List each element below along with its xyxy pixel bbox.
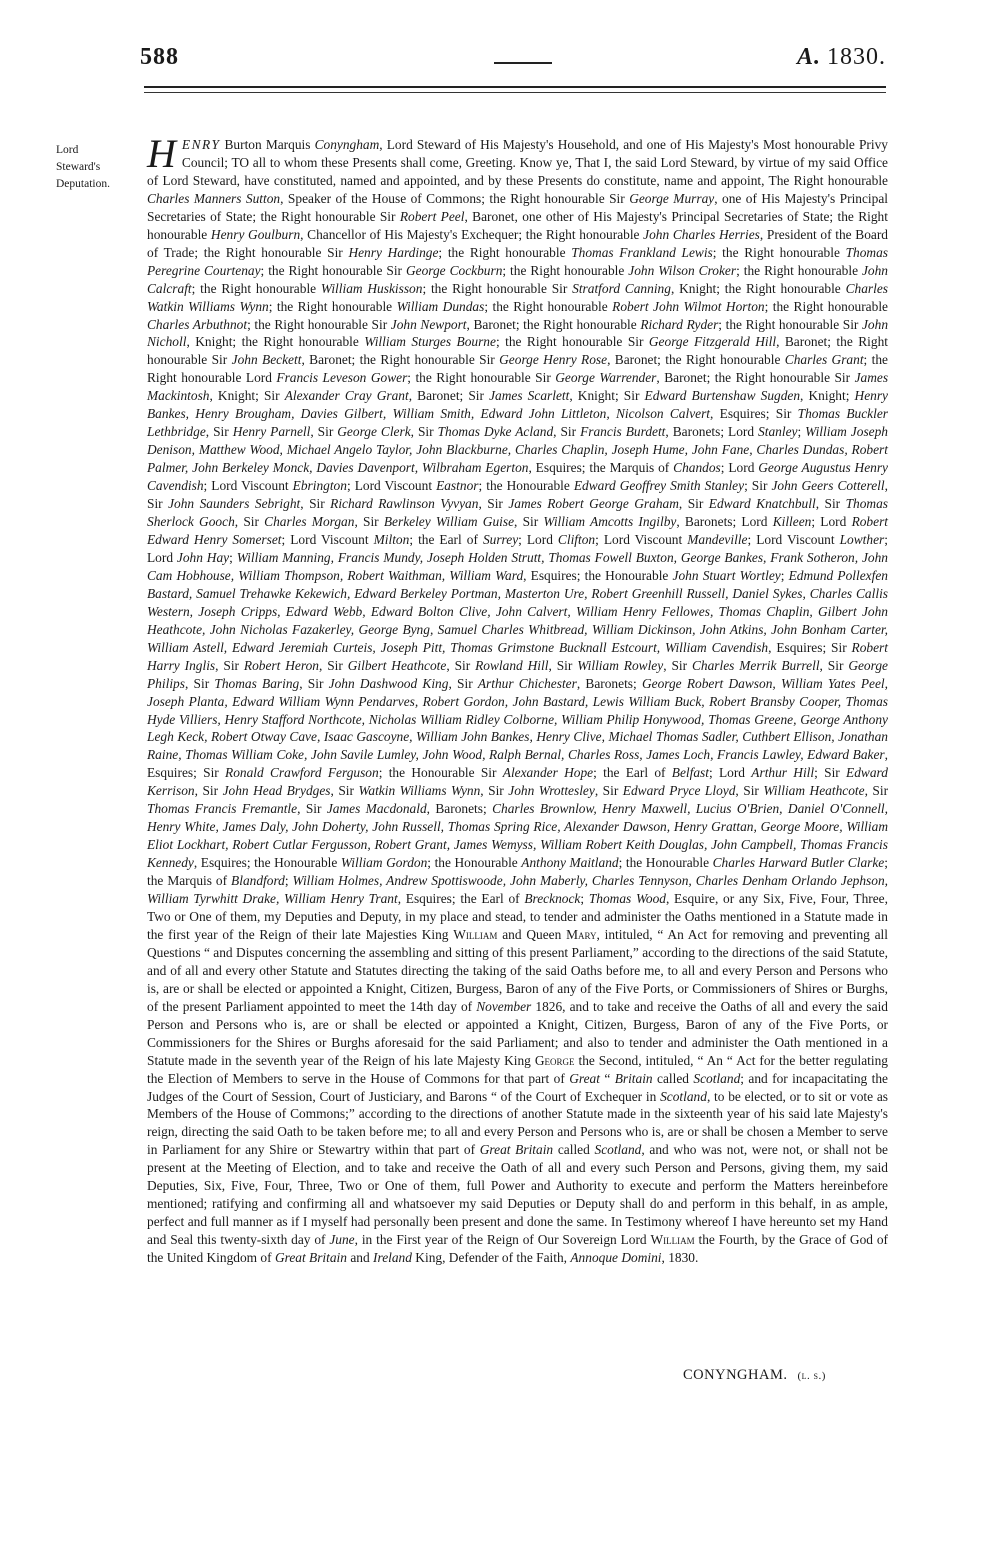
name-run: James Robert George Graham [508,496,679,512]
text-run: , Esquires; the Marquis of [528,460,674,476]
text-run: , Speaker of the House of Commons; the Right honourable Sir [280,190,630,206]
text-run: ; Sir [814,765,847,781]
name-run: John Hay [176,549,230,565]
text-run: , Esquire, or any Six, Five, Four, Three, Two or One of them, my Deputies and Deputy, in my place and stead, to tender and administer the Oaths mentioned in a Statute made in the first year of the Reign of their late Majesties King [147,891,888,942]
name-run: Mandeville [687,531,748,547]
text-run: ; the Right honourable [268,298,397,314]
text-run: ; the Right honourable Sir [495,334,649,350]
text-run: ; Lord Viscount [203,478,293,494]
name-run: June [329,1232,355,1248]
text-run: ; the Marquis of [147,855,888,889]
text-run: ; the Earl of [593,765,672,781]
name-run: John Charles Herries [643,226,760,242]
text-run: , Sir [194,783,223,799]
text-run: , Baronet; the Right honourable Sir [656,370,855,386]
name-run: Eastnor [436,478,479,494]
name-run: Robert Edward Henry Somerset [147,514,889,547]
text-run: ; the Right honourable [502,262,629,278]
name-run: Gilbert Heathcote [347,657,447,673]
name-run: John Wrottesley [508,783,595,799]
name-run: Edward Burtenshaw Sugden [644,388,801,404]
header-year-letter: A. [796,44,821,70]
header-year [797,44,886,71]
name-run: George Fitzgerald Hill [648,334,777,350]
name-run: George Cockburn [405,262,503,278]
name-run: Thomas Francis Fremantle [147,801,298,817]
name-run: Henry Bankes, Henry Brougham, Davies Gilbert, William Smith, Edward John Littleton, Nicolson Calvert [147,388,888,422]
text-run: , President of the Board of Trade; the Right honourable Sir [147,226,888,260]
name-run: Richard Rawlinson Vyvyan [330,496,479,512]
name-run: Great Britain [479,1142,554,1158]
text-run: , Lord Steward of His Majesty's Household, and one of His Majesty's Most honourable Privy Council; TO all to whom these Presents shall come, Greeting. Know ye, That I, the said Lord Steward, by virtue of my said Office of Lord Steward, have constituted, named and appointed, and by these Presents do constitute, name and appoint, The Right honourable [147,137,888,188]
name-run: Thomas Wood [588,891,666,907]
text-run: called [553,1142,595,1158]
name-run: Francis Burdett [580,424,666,440]
name-run: Edward Kerrison [147,765,888,799]
text-run: , Esquires; Sir [768,639,852,655]
name-run: John Nicholl [147,316,889,350]
name-run: William Gordon [340,855,428,871]
name-run: Thomas Dyke Acland [437,424,554,440]
name-run: Thomas Sherlock Gooch [147,496,888,530]
name-run: Ireland [373,1250,412,1266]
margin-note-line: Steward's [56,161,101,173]
text-run: , Baronets; Lord [676,514,773,530]
name-run: John Geers Cotterell [771,478,885,494]
name-run: November [476,998,532,1014]
text-run: , Knight; [800,388,855,404]
name-run: Blandford [231,873,285,889]
text-run: , Baronet, one other of His Majesty's Principal Secretaries of State; the Right honourable [147,208,888,242]
text-run: ; the Honourable [478,478,574,494]
name-run: William Manning, Francis Mundy, Joseph Holden Strutt, Thomas Fowell Buxton, George Bankes, Frank Sotheron, John Cam Hobhouse, William Thompson, Robert Waithman, William Ward [147,549,888,583]
name-run: Robert Harry Inglis [147,639,888,673]
text-run: , Knight; the Right honourable [186,334,365,350]
text-run: , Sir [354,514,384,530]
text-run: “ [599,1070,615,1086]
name-run: Belfast [671,765,709,781]
text-run: , Baronet; the Right honourable Sir [301,352,500,368]
name-run: Scotland [594,1142,642,1158]
text-run: , and who was not, were not, or shall not be present at the Meeting of Election, and to take and receive the Oath of all and every such Person and Persons, giving them, my said Deputies, Six, Five, Four, Three, Two or One of them, full Power and Authority to execute and perform the Matters hereinbefore mentioned; ratifying and confirming all and whatsoever my said Deputies or Deputy shall do and perform in this behalf, in as ample, perfect and full manner as if I myself had personally been present and done the same. In Testimony whereof I have hereunto set my Hand and Seal this twenty-sixth day of [147,1142,888,1248]
name-run: Charles Harward Butler Clarke [712,855,885,871]
margin-note-line: Lord [56,144,79,156]
name-run: George Augustus Henry Cavendish [147,460,888,494]
name-run: Surrey [482,531,519,547]
drop-cap: H [147,131,176,176]
text-run: ; the Right honourable [764,298,888,314]
name-run: Scotland [693,1070,741,1086]
text-run: , Sir [548,657,578,673]
text-run: , Esquires; the Honourable [523,567,673,583]
text-run: King, Defender of the Faith, [411,1250,571,1266]
text-run: ; the Right honourable Lord [147,352,889,386]
sovereign-name: William [650,1232,695,1248]
name-run: Robert John Wilmot Horton [612,298,765,314]
text-run: , 1830. [661,1250,699,1266]
margin-note [56,142,138,193]
name-run: Annoque Domini [570,1250,662,1266]
name-run: John Stuart Wortley [672,567,781,583]
name-run: Great [569,1070,600,1086]
name-run: Thomas Peregrine Courtenay [147,244,888,278]
name-run: Stratford Canning [572,280,671,296]
name-run: George Henry Rose [499,352,608,368]
name-run: George Philips [147,657,888,691]
text-run: , Baronets; Lord [665,424,759,440]
name-run: Charles Arbuthnot [147,316,248,332]
text-run: , Sir [300,496,331,512]
page-number: 588 [140,44,179,70]
sovereign-name: Mary [566,926,597,942]
name-run: Scotland [660,1088,707,1104]
name-run: Thomas Buckler Lethbridge [147,406,888,440]
text-run: , Sir [410,424,438,440]
text-run: , Sir [234,514,265,530]
name-run: Brecknock [524,891,581,907]
text-run: , in the First year of the Reign of Our Sovereign Lord [354,1232,651,1248]
name-run: George Robert Dawson, William Yates Peel, Joseph Planta, Edward William Wynn Pendarves, Robert Gordon, John Bastard, Lewis William Buck, Robert Bransby Cooper, Thomas Hyde Villiers, Henry Stafford Northcote, Nicholas William Ridley Colborne, William Philip Honywood, Thomas Greene, George Anthony Legh Keck, Robert Otway Cave, Isaac Gascoyne, William John Bankes, Henry Clive, Michael Thomas Sadler, Cuthbert Ellison, Jonathan Raine, Thomas William Coke, John Savile Lumley, John Wood, Ralph Bernal, Charles Ross, James Loch, Francis Lawley, Edward Baker [147,675,888,763]
name-run: Britain [614,1070,653,1086]
header-rule-thin [144,92,886,93]
name-run: Alexander Cray Grant [284,388,409,404]
header-year-number: 1830. [827,44,886,70]
name-run: Robert Peel [399,208,465,224]
name-run: Watkin Williams Wynn [358,783,481,799]
text-run: ; [780,567,789,583]
name-run: Great Britain [274,1250,347,1266]
name-run: Henry Goulburn [210,226,301,242]
name-run: William Amcotts Ingilby [543,514,677,530]
name-run: Ronald Crawford Ferguson [225,765,379,781]
text-run: ; Lord [720,460,759,476]
name-run: George Murray [629,190,715,206]
sovereign-name: William [453,926,498,942]
text-run: ; the Right honourable Sir [260,262,406,278]
name-run: Francis Leveson Gower [276,370,408,386]
text-run: ; the Right honourable [736,262,862,278]
name-run: Charles Manners Sutton [147,190,281,206]
name-run: John Saunders Sebright [168,496,301,512]
text-run: , Baronet; the Right honourable Sir [147,334,888,368]
text-run: ; and for incapacitating the Judges of the Court of Session, Court of Justiciary, and Barons “ of the Court of Exchequer in [147,1070,888,1104]
text-run: , one of His Majesty's Principal Secretaries of State; the Right honourable Sir [147,190,889,224]
opening-word: ENRY [181,137,221,152]
text-run: , Sir [318,657,348,673]
text-run: ; the Right honourable Sir [407,370,556,386]
text-run: , Sir [480,783,509,799]
name-run: Anthony Maitland [521,855,619,871]
deputation-text [147,131,889,1267]
name-run: Berkeley William Guise [383,514,515,530]
name-run: Clifton [557,531,596,547]
text-run: , Esquires; the Honourable [193,855,341,871]
text-run: and [346,1250,374,1266]
margin-note-line: Deputation. [56,178,110,190]
name-run: John Beckett [231,352,302,368]
text-run: , Knight; Sir [209,388,285,404]
header-rule-thick [144,86,886,88]
text-run: , intituled, “ An Act for removing and preventing all Questions “ and Disputes concerning the assembling and sitting of this present Parliament,” according to the directions of the said Statute, and of all and every other Statute and Statutes directing the taking of the said Oaths before me, to all and every Person and Persons who is, are or shall be elected or appointed a Knight, Citizen, Burgess, Baron of any of the Five Ports, or Commissioners of Shires or Burghs, of the present Parliament appointed to meet the 14th day of [147,926,889,1014]
name-run: William Joseph Denison, Matthew Wood, Michael Angelo Taylor, John Blackburne, Charles Chaplin, Joseph Hume, John Fane, Charles Dundas, Robert Palmer, John Berkeley Monck, Davies Davenport, Wilbraham Egerton [147,424,888,476]
text-run: , Sir [864,783,889,799]
text-run: , Sir [514,514,544,530]
signature-block [683,1367,826,1384]
text-run: , Esquires; Sir [710,406,798,422]
name-run: James Mackintosh [147,370,889,404]
text-run: ; Lord Viscount [595,531,688,547]
name-run: Alexander Hope [502,765,594,781]
text-run: ; Lord Viscount [346,478,437,494]
name-run: Thomas Baring [214,675,300,691]
text-run: , Sir [330,783,359,799]
text-run: , Sir [215,657,244,673]
text-run: , Sir [819,657,849,673]
text-run: called [652,1070,694,1086]
text-run: ; the Earl of [409,531,483,547]
name-run: James Macdonald [326,801,427,817]
name-run: William Huskisson [320,280,423,296]
name-run: William Rowley [577,657,664,673]
text-run: , Chancellor of His Majesty's Exchequer; the Right honourable [300,226,644,242]
signature-name: CONYNGHAM. [683,1367,788,1383]
text-run: , Sir [184,675,215,691]
text-run: ; [580,891,589,907]
name-run: John Dashwood King [328,675,449,691]
text-run: ; the Right honourable [712,244,846,260]
name-run: James Scarlett [489,388,570,404]
text-run: , Sir [448,675,478,691]
text-run: 1826, and to take and receive the Oaths of all and every the said Person and Persons who is, are or shall be elected or appointed a Knight, Citizen, Burgess, Baron of any of the Five Ports, or Commissioners for the Shires or Burghs aforesaid for the said Parliament; and also to tender and administer the Oath mentioned in a Statute made in the seventh year of the Reign of his late Majesty King [147,998,888,1068]
sovereign-name: George [534,1052,575,1068]
text-run: , Esquires; Sir [147,747,888,781]
name-run: Charles Grant [784,352,864,368]
text-run: , Baronets; [426,801,493,817]
name-run: William Dundas [396,298,485,314]
text-run: ; Lord [708,765,752,781]
text-run: , Baronet; Sir [408,388,490,404]
text-run: ; the Right honourable Sir [247,316,391,332]
name-run: John Wilson Croker [628,262,737,278]
text-run: , Baronet; the Right honourable [607,352,785,368]
name-run: Edward Pryce Lloyd [622,783,736,799]
name-run: Henry Parnell [232,424,311,440]
text-run: , Knight; Sir [569,388,645,404]
text-run: the Second, intituled, “ An “ Act for the better regulating the Election of Members to serve in the House of Commons for that part of [147,1052,888,1086]
text-run: ; the Right honourable [484,298,613,314]
name-run: Henry Hardinge [348,244,439,260]
name-run: Lowther [839,531,885,547]
text-run: ; [797,424,806,440]
name-run: Thomas Frankland Lewis [571,244,713,260]
name-run: Chandos [673,460,721,476]
text-run: ; Lord [518,531,558,547]
text-run: and Queen [497,926,567,942]
name-run: Edmund Pollexfen Bastard, Samuel Trehawke Kekewich, Edward Berkeley Portman, Masterton Ure, Robert Greenhill Russell, Daniel Sykes, Charles Callis Western, Joseph Cripps, Edward Webb, Edward Bolton Clive, John Calvert, William Henry Fellowes, Thomas Chaplin, Gilbert John Heathcote, John Nicholas Fazakerley, George Byng, Samuel Charles Whitbread, William Dickinson, John Atkins, John Bonham Carter, William Astell, Edward Jeremiah Curteis, Joseph Pitt, Thomas Grimstone Bucknall Estcourt, William Cavendish [147,567,888,655]
name-run: William Holmes, Andrew Spottiswoode, John Maberly, Charles Tennyson, Charles Denham Orlando Jephson, William Tyrwhitt Drake, William Henry Trant [147,873,888,907]
text-run: ; Sir [744,478,772,494]
name-run: Edward Geoffrey Smith Stanley [573,478,745,494]
text-run: , Sir [205,424,233,440]
text-run: ; [284,873,293,889]
text-run: , Knight; the Right honourable [670,280,846,296]
seal-mark: (l. s.) [797,1370,826,1382]
text-run: ; Lord Viscount [281,531,374,547]
name-run: John Calcraft [147,262,888,296]
name-run: Ebrington [292,478,347,494]
text-run: , Sir [299,675,329,691]
name-run: Edward Knatchbull [708,496,816,512]
text-run: , Sir [663,657,692,673]
text-run: ; the Right honourable Sir [422,280,573,296]
name-run: Killeen [772,514,812,530]
text-run: , to be elected, or to sit or vote as Members of the House of Commons;” according to the directions of another Statute made in the sixteenth year of his said late Majesty's reign, directing the said Oath to be taken before me; to all and every Person and Persons who is, are or shall be chosen a Member to serve in Parliament for any Shire or Stewartry within that part of [147,1088,889,1158]
name-run: Charles Morgan [264,514,355,530]
name-run: Rowland Hill [475,657,549,673]
text-run: , Sir [553,424,581,440]
text-run: ; Lord [811,514,852,530]
name-run: Charles Brownlow, Henry Maxwell, Lucius O'Brien, Daniel O'Connell, Henry White, James Daly, John Doherty, John Russell, Thomas Spring Rice, Alexander Dawson, Henry Grattan, George Moore, William Eliot Lockhart, Robert Cutlar Fergusson, Robert Grant, James Wemyss, William Robert Keith Douglas, John Campbell, Thomas Francis Kennedy [147,801,888,871]
name-run: George Clerk [337,424,411,440]
text-run: , Esquires; the Earl of [397,891,525,907]
text-run: , Sir [297,801,327,817]
text-run: , Sir [446,657,476,673]
name-run: John Newport [390,316,467,332]
text-run: , Baronet; the Right honourable [466,316,641,332]
name-run: Richard Ryder [640,316,719,332]
text-run: ; the Right honourable Sir [718,316,862,332]
text-run: , Sir [735,783,764,799]
text-run: ; the Right honourable [191,280,321,296]
name-run: Conyngham [314,137,380,152]
name-run: Charles Watkin Williams Wynn [147,280,888,314]
name-run: Arthur Chichester [477,675,577,691]
text-run: the Fourth, by the Grace of God of the United Kingdom of [147,1232,889,1266]
text-run: , Sir [594,783,623,799]
name-run: Stanley [758,424,798,440]
text-run: , Baronets; [576,675,642,691]
text-run: , Sir [478,496,509,512]
text-run: ; [229,549,237,565]
text-run: , Sir [678,496,709,512]
text-run: ; the Honourable [618,855,713,871]
name-run: William Sturges Bourne [364,334,496,350]
name-run: Robert Heron [243,657,319,673]
text-run: , Sir [815,496,846,512]
text-run: , Sir [147,478,888,512]
text-run: ; the Right honourable [438,244,572,260]
text-run: ; the Honourable [427,855,522,871]
name-run: John Head Brydges [222,783,331,799]
name-run: Arthur Hill [751,765,815,781]
text-run: ; the Honourable Sir [378,765,503,781]
header-dash [494,62,552,64]
text-run: ; Lord Viscount [747,531,840,547]
name-run: Charles Merrik Burrell [691,657,820,673]
name-run: George Warrender [555,370,657,386]
text-run: ; Lord [147,531,888,565]
text-run: , Sir [310,424,338,440]
name-run: Milton [373,531,410,547]
text-run: Burton Marquis [220,137,315,152]
name-run: William Heathcote [763,783,865,799]
